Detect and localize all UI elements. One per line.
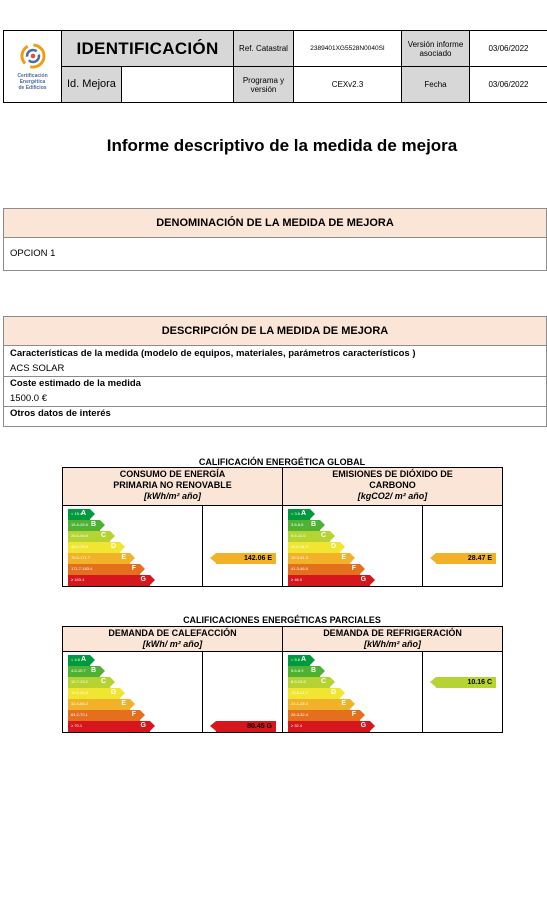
rating-bar-g [68,575,150,586]
cee-logo [4,31,62,103]
rating-bar-c [68,677,110,688]
rating-bar-letter: B [310,521,317,528]
id-mejora-value [122,67,234,103]
identification-title: IDENTIFICACIÓN [62,31,234,67]
identification-header [3,30,547,103]
calefaccion-heading [63,627,283,652]
emisiones-heading [283,468,503,506]
calefaccion-value-cell [203,652,283,733]
rating-bar-f [68,564,140,575]
rating-bar-letter: D [330,689,337,696]
logo-text-line: Energética [19,78,46,85]
rating-bar-e [288,699,350,710]
rating-bar-letter: C [320,678,327,685]
rating-bar-range: < 3.6 [291,511,301,516]
partial-rating-title: CALIFICACIONES ENERGÉTICAS PARCIALES [183,615,381,625]
rating-bar-range: 171.7-183.4 [71,566,93,571]
rating-bar-letter: A [300,510,307,517]
version-date: 03/06/2022 [470,31,547,67]
calefaccion-scale [63,652,202,732]
consumo-heading [63,468,283,506]
rating-bar-d [68,688,120,699]
consumo-unit: [kWh/m² año] [144,491,201,501]
global-rating-table [62,467,503,587]
rating-bar-range: 15.4-26.6 [71,522,88,527]
rating-bar-letter: C [100,532,106,539]
partial-rating-table [62,626,503,733]
emisiones-heading-line: CARBONO [369,480,416,490]
rating-bar-letter: G [360,576,367,583]
coste-value: 1500.0 € [3,391,547,406]
rating-bar-a [68,655,90,666]
rating-bar-letter: E [341,554,347,561]
rating-bar-letter: C [320,532,327,539]
rating-bar-range: 8.9-13.8 [291,679,306,684]
refrigeracion-value-cell [423,652,503,733]
otros-label: Otros datos de interés [3,406,547,421]
rating-bar-d [68,542,120,553]
rating-bar-letter: B [310,667,317,674]
rating-bar-range: 75.0-171.7 [71,555,91,560]
rating-bar-g [288,721,370,732]
emisiones-heading-line: EMISIONES DE DIÓXIDO DE [332,469,453,479]
rating-bar-range: 11.0-15.3 [291,544,308,549]
emisiones-unit: [kgCO2/ m² año] [357,491,428,501]
rating-bar-range: 13.8-21.1 [291,690,308,695]
rating-bar-letter: E [121,554,126,561]
rating-bar-b [68,520,100,531]
rating-bar-letter: D [110,689,116,696]
rating-bar-e [68,553,130,564]
rating-bar-e [68,699,130,710]
consumo-value-marker: 142.06 E [216,553,276,564]
calefaccion-heading-line: DEMANDA DE CALEFACCIÓN [108,628,237,638]
report-title: Informe descriptivo de la medida de mejora [106,136,458,155]
rating-bar-range: ≥ 183.4 [71,577,85,582]
calefaccion-unit: [kWh/ m² año] [142,639,203,649]
rating-bar-f [288,710,360,721]
fecha-label: Fecha [402,67,470,103]
rating-bar-letter: B [90,667,96,674]
calefaccion-value-marker: 80.45 G [216,721,276,732]
coste-label: Coste estimado de la medida [3,376,547,391]
rating-bar-letter: G [140,576,146,583]
rating-bar-letter: E [341,700,347,707]
rating-bar-c [288,677,330,688]
rating-bar-letter: A [80,510,86,517]
caracteristicas-label: Características de la medida (modelo de equipos, materiales, parámetros característicos ) [3,346,547,361]
rating-bar-range: 46.0-75.0 [71,544,88,549]
descripcion-heading: DESCRIPCIÓN DE LA MEDIDA DE MEJORA [3,316,547,346]
rating-bar-range: ≥ 70.1 [71,723,83,728]
rating-bar-range: ≥ 32.4 [291,723,303,728]
rating-bar-d [288,542,340,553]
fecha-value: 03/06/2022 [470,67,547,103]
emisiones-scale [283,506,422,586]
rating-bar-c [288,531,330,542]
rating-bar-d [288,688,340,699]
rating-bar-letter: F [131,711,136,718]
rating-bar-b [68,666,100,677]
rating-bar-letter: G [140,722,146,729]
rating-bar-range: 19.2-32.4 [71,690,88,695]
rating-bar-range: < 4.6 [71,657,81,662]
rating-bar-a [68,509,90,520]
denominacion-heading: DENOMINACIÓN DE LA MEDIDA DE MEJORA [3,208,547,238]
logo-text-line: de Edificios [18,84,47,91]
rating-bar-b [288,520,320,531]
ref-catastral-label: Ref. Catastral [234,31,294,67]
rating-bar-letter: D [330,543,337,550]
rating-bar-e [288,553,350,564]
refrigeracion-unit: [kWh/m² año] [364,639,422,649]
rating-bar-range: 15.3-41.3 [291,555,308,560]
rating-bar-letter: A [80,656,86,663]
rating-bar-range: 5.6-8.9 [291,668,304,673]
rating-bar-c [68,531,110,542]
emisiones-scale-cell [283,506,423,587]
rating-bar-letter: A [300,656,307,663]
rating-bar-letter: F [351,565,357,572]
rating-bar-range: ≥ 46.0 [291,577,303,582]
refrigeracion-heading [283,627,503,652]
logo-text-line: Certificación [17,72,48,79]
emisiones-value-cell [423,506,503,587]
cee-logo-icon [18,43,48,69]
rating-bar-letter: E [121,700,126,707]
refrigeracion-value-marker: 10.16 C [436,677,496,688]
rating-bar-g [68,721,150,732]
rating-bar-letter: G [360,722,367,729]
rating-bar-range: 4.6-10.7 [71,668,86,673]
section-divider [3,270,547,271]
rating-bar-range: 21.1-28.3 [291,701,308,706]
rating-bar-g [288,575,370,586]
rating-bar-range: 41.3-46.0 [291,566,308,571]
rating-bar-f [68,710,140,721]
rating-bar-a [288,509,310,520]
consumo-value-cell [203,506,283,587]
consumo-scale-cell [63,506,203,587]
programa-value: CEXv2.3 [294,67,402,103]
rating-bar-range: 6.6-11.0 [291,533,306,538]
rating-bar-range: 64.2-70.1 [71,712,88,717]
rating-bar-range: 26.6-46.0 [71,533,88,538]
emisiones-value-marker: 28.47 E [436,553,496,564]
rating-bar-range: 28.3-32.4 [291,712,308,717]
rating-bar-letter: C [100,678,106,685]
refrigeracion-scale-cell [283,652,423,733]
rating-bar-range: 32.4-64.2 [71,701,88,706]
denominacion-value: OPCION 1 [3,238,547,270]
consumo-heading-line: CONSUMO DE ENERGÍA [119,469,226,479]
refrigeracion-scale [283,652,422,732]
rating-bar-range: 10.7-19.2 [71,679,88,684]
rating-bar-a [288,655,310,666]
refrigeracion-heading-line: DEMANDA DE REFRIGERACIÓN [323,628,462,638]
consumo-scale [63,506,202,586]
calefaccion-scale-cell [63,652,203,733]
rating-bar-range: < 15.4 [71,511,83,516]
global-rating-title: CALIFICACIÓN ENERGÉTICA GLOBAL [198,457,366,467]
programa-label: Programa y versión [234,67,294,103]
section-divider [3,426,547,427]
ref-catastral-value: 2389401XG5528N0040SI [294,31,402,67]
version-label: Versión informe asociado [402,31,470,67]
rating-bar-letter: F [131,565,136,572]
consumo-heading-line: PRIMARIA NO RENOVABLE [113,480,232,490]
caracteristicas-value: ACS SOLAR [3,361,547,376]
rating-bar-letter: D [110,543,116,550]
rating-bar-range: 3.6-6.6 [291,522,304,527]
rating-bar-f [288,564,360,575]
rating-bar-letter: F [351,711,357,718]
rating-bar-letter: B [90,521,96,528]
id-mejora-label: Id. Mejora [62,67,122,103]
rating-bar-b [288,666,320,677]
rating-bar-range: < 5.6 [291,657,301,662]
